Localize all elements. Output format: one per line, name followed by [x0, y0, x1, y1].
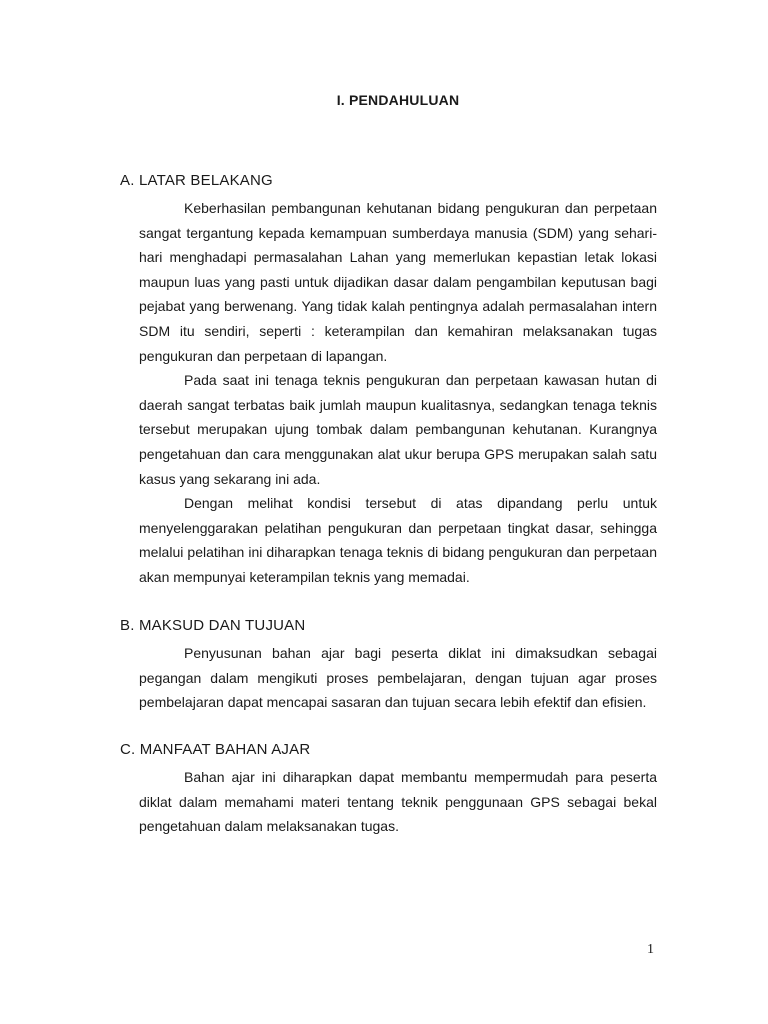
- paragraph: Pada saat ini tenaga teknis pengukuran dan perpetaan kawasan hutan di daerah sangat terbatas baik jumlah maupun kualitasnya, sedangkan tenaga teknis tersebut merupakan ujung tombak dalam pembangunan kehutanan. Kurangnya pengetahuan dan cara menggunakan alat ukur berupa GPS merupakan salah satu kasus yang sekarang ini ada.: [139, 372, 657, 487]
- section-body-latar-belakang: [139, 196, 657, 590]
- page-number: 1: [647, 942, 654, 957]
- paragraph: Dengan melihat kondisi tersebut di atas dipandang perlu untuk menyelenggarakan pelatihan pengukuran dan perpetaan tingkat dasar, sehingga melalui pelatihan ini diharapkan tenaga teknis di bidang pengukuran dan perpetaan akan mempunyai keterampilan teknis yang memadai.: [139, 495, 657, 585]
- section-heading-maksud-dan-tujuan: B. MAKSUD DAN TUJUAN: [120, 617, 306, 634]
- paragraph: Keberhasilan pembangunan kehutanan bidang pengukuran dan perpetaan sangat tergantung kepada kemampuan sumberdaya manusia (SDM) yang sehari-hari menghadapi permasalahan Lahan yang memerlukan kepastian letak lokasi maupun luas yang pasti untuk dijadikan dasar dalam pengambilan keputusan bagi pejabat yang berwenang. Yang tidak kalah pentingnya adalah permasalahan intern SDM itu sendiri, seperti : keterampilan dan kemahiran melaksanakan tugas pengukuran dan perpetaan di lapangan.: [139, 200, 657, 364]
- paragraph: Bahan ajar ini diharapkan dapat membantu mempermudah para peserta diklat dalam memahami materi tentang teknik penggunaan GPS sebagai bekal pengetahuan dalam melaksanakan tugas.: [139, 769, 657, 835]
- section-body-maksud-dan-tujuan: [139, 641, 657, 715]
- chapter-title: I. PENDAHULUAN: [336, 92, 460, 108]
- paragraph: Penyusunan bahan ajar bagi peserta diklat ini dimaksudkan sebagai pegangan dalam mengikuti proses pembelajaran, dengan tujuan agar proses pembelajaran dapat mencapai sasaran dan tujuan secara lebih efektif dan efisien.: [139, 645, 657, 711]
- section-body-manfaat-bahan-ajar: [139, 765, 657, 839]
- section-heading-manfaat-bahan-ajar: C. MANFAAT BAHAN AJAR: [120, 741, 311, 758]
- section-heading-latar-belakang: A. LATAR BELAKANG: [120, 172, 273, 189]
